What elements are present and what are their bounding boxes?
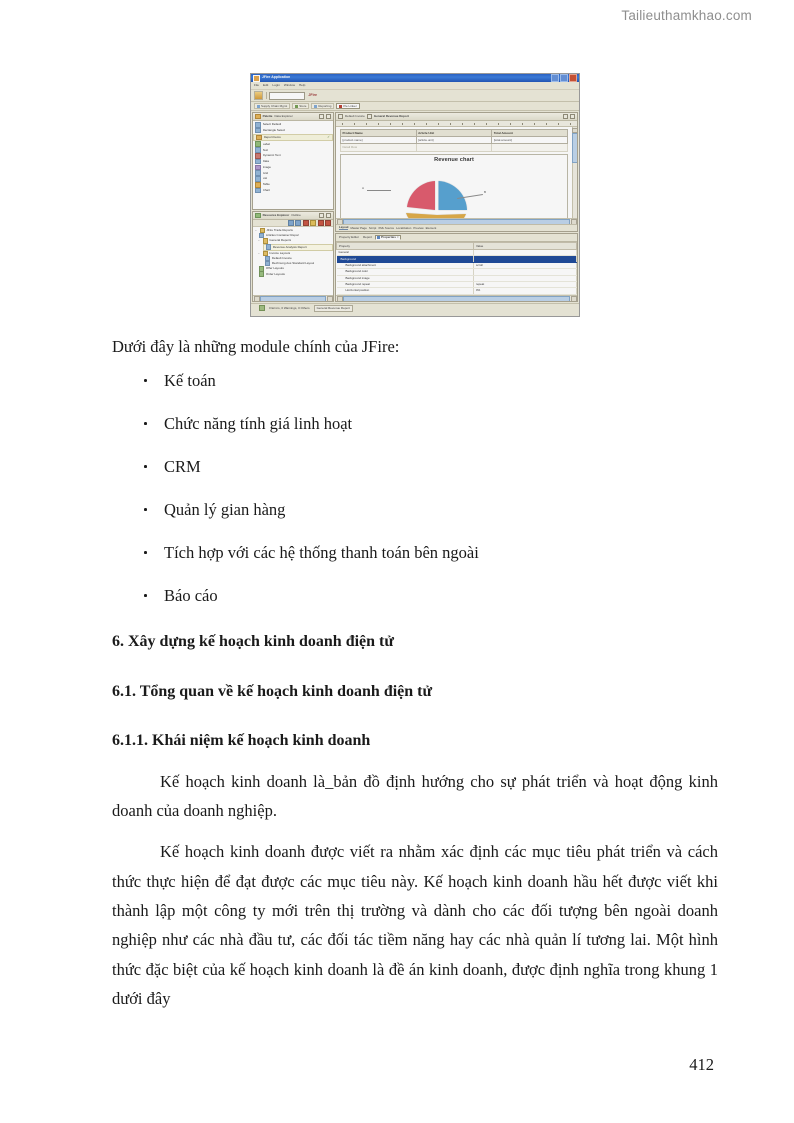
property-value[interactable]: 0% xyxy=(474,288,577,294)
pointer-icon xyxy=(255,122,261,128)
toolbar-combo[interactable] xyxy=(269,92,305,100)
palette-list[interactable] xyxy=(253,121,333,209)
list-item: Chức năng tính giá linh hoạt xyxy=(112,412,718,435)
tree-node-label: Invoice Layouts xyxy=(269,251,291,255)
minimize-panel-icon[interactable] xyxy=(319,114,324,119)
status-message: 0 Errors, 0 Warnings, 0 Others xyxy=(269,305,310,310)
tree-node-label: JFire Trade Reports xyxy=(266,229,293,233)
page-content xyxy=(112,60,718,1014)
pie-callout-left: A xyxy=(362,185,365,190)
status-selection: General Revenue Report xyxy=(314,305,353,312)
lead-paragraph: Dưới đây là những module chính của JFire: xyxy=(112,337,400,356)
palette-item-label: Image xyxy=(262,165,271,169)
palette-icon xyxy=(255,114,261,120)
maximize-icon[interactable] xyxy=(560,74,568,82)
window-title: JFire Application xyxy=(262,75,291,80)
properties-header-row xyxy=(337,243,577,250)
tab-label: Properties xyxy=(381,235,396,239)
palette-item-label: Rectangle Select xyxy=(262,129,286,133)
new-report-icon[interactable] xyxy=(254,91,263,100)
marquee-icon xyxy=(255,128,261,134)
close-icon[interactable] xyxy=(569,74,577,82)
palette-item-label: Text xyxy=(262,148,269,152)
resource-explorer-header[interactable] xyxy=(253,212,333,220)
folder-icon xyxy=(259,271,264,276)
palette-item-label: Select Default xyxy=(262,123,282,127)
properties-panel xyxy=(335,233,578,302)
properties-hscrollbar[interactable] xyxy=(336,295,577,301)
cell-product-name[interactable]: [product.name] xyxy=(341,137,417,144)
data-icon xyxy=(255,159,261,165)
editor-tabbar[interactable] xyxy=(336,113,577,121)
reporting-icon xyxy=(314,105,317,108)
main-toolbar[interactable] xyxy=(251,90,579,102)
property-name[interactable]: General xyxy=(337,250,474,256)
property-name[interactable]: Horizontal position xyxy=(337,288,474,294)
cell-total-amount[interactable]: [total.amount] xyxy=(492,137,568,144)
close-icon[interactable]: × xyxy=(396,235,399,239)
tree-hscrollbar[interactable] xyxy=(253,295,333,301)
delete-icon[interactable] xyxy=(318,220,324,226)
report-table[interactable] xyxy=(340,129,568,152)
pie-slice-red xyxy=(407,181,435,210)
tree-node-label: General Reports xyxy=(269,239,292,243)
resource-explorer-title: Resource Explorer xyxy=(262,213,290,217)
palette-title: Palette xyxy=(262,114,273,118)
list-item: Quản lý gian hàng xyxy=(112,498,718,521)
chart-element[interactable] xyxy=(340,154,568,218)
perspective-tab-supply-chain[interactable] xyxy=(254,103,290,109)
tree-toolbar[interactable] xyxy=(253,220,333,227)
outline-tab[interactable]: Outline xyxy=(291,213,301,217)
body-paragraph-2: Kế hoạch kinh doanh được viết ra nhằm xác định các mục tiêu phát triển và cách thức thực hiện để đạt được các mục tiêu này. Kế hoạch kinh doanh hầu hết được viết khi thành lập một công ty mới trên thị trường và dành cho các đối tượng bên ngoài doanh nghiệp như các nhà đầu tư, các đối tác tiềm năng hay các nhà quản lí tương lai. Một hình thức đặc biệt của kế hoạch kinh doanh là đề án kinh doanh, được định nghĩa trong khung 1 dưới đây xyxy=(112,842,718,1009)
folder-icon xyxy=(256,135,262,141)
tree-node-label: Rechnung Aus Standard Layout xyxy=(271,262,315,266)
cell-article-unit[interactable]: [article.unit] xyxy=(416,137,492,144)
properties-icon xyxy=(377,236,380,239)
perspective-tab-pie-linker[interactable] xyxy=(336,103,359,109)
minimize-panel-icon[interactable] xyxy=(563,114,568,119)
cell-detail-label[interactable]: Detail Row xyxy=(341,144,417,151)
watermark: Tailieuthamkhao.com xyxy=(621,8,752,23)
table-header-row xyxy=(341,130,568,137)
report-editor-panel xyxy=(335,112,578,232)
maximize-panel-icon[interactable] xyxy=(326,114,331,119)
label-icon xyxy=(255,141,261,147)
app-icon xyxy=(253,75,260,82)
palette-item-label: Chart xyxy=(262,188,270,192)
tab-master-page[interactable]: Master Page xyxy=(350,225,367,230)
window-titlebar xyxy=(251,74,579,82)
property-value[interactable]: repeat xyxy=(474,281,577,287)
palette-item-label: Dynamic Text xyxy=(262,154,281,158)
resource-tree[interactable] xyxy=(253,227,333,295)
body-paragraph-1: Kế hoạch kinh doanh là_bản đồ định hướng cho sự phát triển và hoạt động kinh doanh của doanh nghiệp. xyxy=(112,771,718,821)
property-name[interactable]: Background attachment xyxy=(337,262,474,268)
resource-explorer-panel xyxy=(252,211,334,302)
minimize-panel-icon[interactable] xyxy=(319,213,324,218)
list-item: Tích hợp với các hệ thống thanh toán bên ngoài xyxy=(112,541,718,564)
heading-section-6-1-1: 6.1.1. Khái niệm kế hoạch kinh doanh xyxy=(112,732,371,750)
scroll-thumb[interactable] xyxy=(343,296,570,302)
list-icon xyxy=(255,176,261,182)
palette-item-label: Table xyxy=(262,183,270,187)
properties-tabbar[interactable] xyxy=(336,234,577,242)
menu-item-edit[interactable]: Edit xyxy=(263,82,269,87)
expand-all-icon[interactable] xyxy=(295,220,301,226)
cell-empty[interactable] xyxy=(416,144,492,151)
tree-node-label: Articles Container Report xyxy=(265,234,300,238)
column-header-value: Value xyxy=(474,243,577,250)
canvas-vscrollbar[interactable] xyxy=(572,127,577,218)
property-name[interactable]: Background repeat xyxy=(337,281,474,287)
pie-slice-blue xyxy=(439,181,468,210)
palette-item[interactable] xyxy=(253,188,333,194)
property-value[interactable]: scroll xyxy=(474,262,577,268)
scroll-thumb[interactable] xyxy=(572,133,577,163)
perspective-bar[interactable] xyxy=(251,102,579,111)
tab-localization[interactable]: Localization xyxy=(396,225,412,230)
collapse-all-icon[interactable] xyxy=(288,220,294,226)
perspective-label: Pie Linker xyxy=(343,103,357,108)
grid-icon xyxy=(255,170,261,176)
column-header-product-name: Product Name xyxy=(341,130,417,137)
right-column xyxy=(335,111,579,303)
editor-bottom-tabs[interactable] xyxy=(336,224,577,231)
tab-preview[interactable]: Preview xyxy=(413,225,424,230)
tree-node-label: Order Layouts xyxy=(265,272,285,276)
status-icon xyxy=(259,305,265,311)
tab-report[interactable]: Report xyxy=(363,235,373,239)
editor-tab-default-invoice[interactable]: Default Invoice xyxy=(345,114,365,118)
tree-node[interactable] xyxy=(253,272,333,277)
page-number: 412 xyxy=(689,1055,714,1074)
image-icon xyxy=(255,165,261,171)
scroll-up-icon[interactable] xyxy=(572,128,577,133)
scroll-left-icon[interactable] xyxy=(337,296,343,302)
list-item: Báo cáo xyxy=(112,584,718,607)
expand-icon[interactable]: − xyxy=(258,250,260,255)
tree-node-revenue-analysis[interactable] xyxy=(263,244,333,251)
tree-node-label: Default Invoice xyxy=(271,257,292,261)
property-name[interactable]: Background xyxy=(337,256,474,262)
report-icon xyxy=(265,261,270,266)
column-header-total-amount: Total Amount xyxy=(492,130,568,137)
maximize-panel-icon[interactable] xyxy=(326,213,331,218)
heading-section-6-1: 6.1. Tổng quan về kế hoạch kinh doanh điện tử xyxy=(112,682,433,700)
store-icon xyxy=(295,105,298,108)
cell-empty[interactable] xyxy=(492,144,568,151)
property-name[interactable]: Background image xyxy=(337,275,474,281)
palette-item-label: Report Items xyxy=(263,135,281,139)
scroll-right-icon[interactable] xyxy=(571,296,577,302)
supply-chain-icon xyxy=(257,105,260,108)
toolbar-brand-label: JFire xyxy=(308,92,317,97)
new-folder-icon[interactable] xyxy=(310,220,316,226)
perspective-label: Supply Chain Mgmt xyxy=(261,103,288,108)
check-icon: ✓ xyxy=(327,134,330,139)
pie-linker-icon xyxy=(339,105,342,108)
leader-line-left xyxy=(367,190,391,191)
menu-item-login[interactable]: Login xyxy=(272,82,280,87)
properties-grid-container[interactable] xyxy=(336,242,577,295)
list-item: Kế toán xyxy=(112,369,718,392)
table-icon xyxy=(255,182,261,188)
palette-item-label: Data xyxy=(262,160,269,164)
scroll-thumb[interactable] xyxy=(260,296,326,302)
modules-list xyxy=(112,369,718,608)
editor-tab-general-revenue[interactable]: General Revenue Report xyxy=(373,114,409,118)
chart-title: Revenue chart xyxy=(434,156,474,163)
pie-svg xyxy=(393,173,479,218)
expand-icon[interactable]: − xyxy=(255,228,257,233)
tree-node-label: Revenue Analysis Report xyxy=(272,245,307,249)
refresh-icon[interactable] xyxy=(303,220,309,226)
palette-header[interactable] xyxy=(253,113,333,121)
palette-panel xyxy=(252,112,334,210)
column-header-article-unit: Article Unit xyxy=(416,130,492,137)
palette-item-label: Label xyxy=(262,142,270,146)
status-bar xyxy=(251,303,579,312)
editor-tab-icon xyxy=(367,114,372,119)
pie-chart xyxy=(362,173,487,218)
text-icon xyxy=(255,147,261,153)
palette-item-report-items[interactable] xyxy=(253,134,333,142)
properties-grid[interactable] xyxy=(336,242,577,295)
minimize-icon[interactable] xyxy=(551,74,559,82)
property-name[interactable]: Background color xyxy=(337,269,474,275)
tab-element[interactable]: Element xyxy=(425,225,437,230)
data-explorer-tab[interactable]: Data Explorer xyxy=(274,114,293,118)
perspective-label: Reporting xyxy=(318,103,332,108)
perspective-label: Store xyxy=(299,103,307,108)
list-item: CRM xyxy=(112,455,718,478)
explorer-icon xyxy=(255,213,261,219)
left-column xyxy=(251,111,335,303)
maximize-panel-icon[interactable] xyxy=(570,114,575,119)
workbench xyxy=(251,111,579,303)
tab-xml-source[interactable]: XML Source xyxy=(378,225,395,230)
palette-item-label: List xyxy=(262,177,268,181)
pie-callout-right: B xyxy=(484,189,487,194)
editor-menu-icon[interactable] xyxy=(338,114,343,119)
chart-icon xyxy=(255,188,261,194)
menu-item-help[interactable]: Help xyxy=(298,82,306,87)
scroll-left-icon[interactable] xyxy=(254,296,260,302)
window-controls[interactable] xyxy=(551,74,577,82)
menu-bar[interactable] xyxy=(251,82,579,90)
table-row xyxy=(341,137,568,144)
tab-property-editor[interactable]: Property Editor xyxy=(339,235,360,239)
table-detail-row xyxy=(341,144,568,151)
pie-slice-orange xyxy=(406,213,466,218)
palette-item-label: Grid xyxy=(262,171,269,175)
filter-icon[interactable] xyxy=(325,220,331,226)
tree-node-label: Offer Layouts xyxy=(265,267,284,271)
column-header-property: Property xyxy=(337,243,474,250)
perspective-tab-store[interactable] xyxy=(292,103,309,109)
tab-script[interactable]: Script xyxy=(368,225,377,230)
jfire-screenshot-figure xyxy=(250,73,580,317)
report-design-canvas[interactable] xyxy=(336,127,572,218)
dyntext-icon xyxy=(255,153,261,159)
heading-section-6: 6. Xây dựng kế hoạch kinh doanh điện tử xyxy=(112,633,394,651)
scroll-right-icon[interactable] xyxy=(327,296,333,302)
folder-icon xyxy=(263,238,268,243)
report-icon xyxy=(266,244,271,249)
tab-properties[interactable] xyxy=(375,235,401,240)
expand-icon[interactable]: − xyxy=(258,238,260,243)
menu-item-file[interactable]: File xyxy=(254,82,259,87)
menu-item-window[interactable]: Window xyxy=(283,82,295,87)
perspective-tab-reporting[interactable] xyxy=(311,103,334,109)
tab-layout[interactable]: Layout xyxy=(339,225,349,230)
